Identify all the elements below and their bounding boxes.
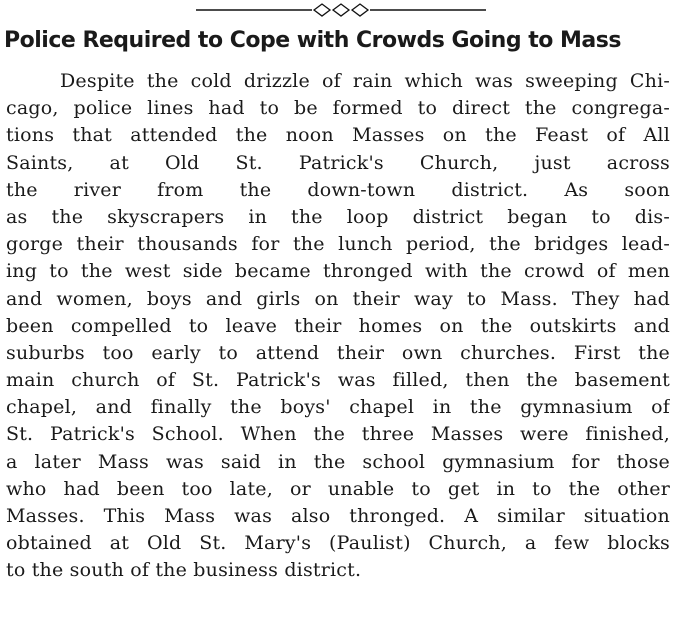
article-line: chapel, and finally the boys' chapel in the gymnasium of: [6, 396, 670, 419]
article-body: [6, 68, 670, 585]
article-line: obtained at Old St. Mary's (Paulist) Church, a few blocks: [6, 532, 670, 555]
article-line: main church of St. Patrick's was filled, then the basement: [6, 369, 670, 392]
article-line: a later Mass was said in the school gymnasium for those: [6, 450, 670, 473]
article-line: the river from the down-town district. As soon: [6, 178, 670, 201]
article-line: cago, police lines had to be formed to direct the congrega-: [6, 97, 670, 120]
article-line: been compelled to leave their homes on the outskirts and: [6, 314, 670, 337]
article-line: Saints, at Old St. Patrick's Church, just across: [6, 151, 670, 174]
article-line: gorge their thousands for the lunch period, the bridges lead-: [6, 233, 670, 256]
article-line: to the south of the business district.: [6, 559, 362, 582]
headline: Police Required to Cope with Crowds Going to Mass: [4, 28, 621, 53]
article-line: tions that attended the noon Masses on the Feast of All: [6, 124, 670, 147]
article-line: Masses. This Mass was also thronged. A similar situation: [6, 505, 670, 527]
article-line: St. Patrick's School. When the three Masses were finished,: [6, 423, 670, 446]
article-line: Despite the cold drizzle of rain which was sweeping Chi-: [60, 70, 670, 92]
article-line: ing to the west side became thronged with the crowd of men: [6, 260, 670, 283]
article-line: suburbs too early to attend their own churches. First the: [6, 341, 670, 364]
article-line: who had been too late, or unable to get in to the other: [6, 477, 670, 500]
article-line: and women, boys and girls on their way to Mass. They had: [6, 287, 670, 310]
article-line: as the skyscrapers in the loop district began to dis-: [6, 205, 670, 228]
ornament-divider: [196, 2, 486, 22]
